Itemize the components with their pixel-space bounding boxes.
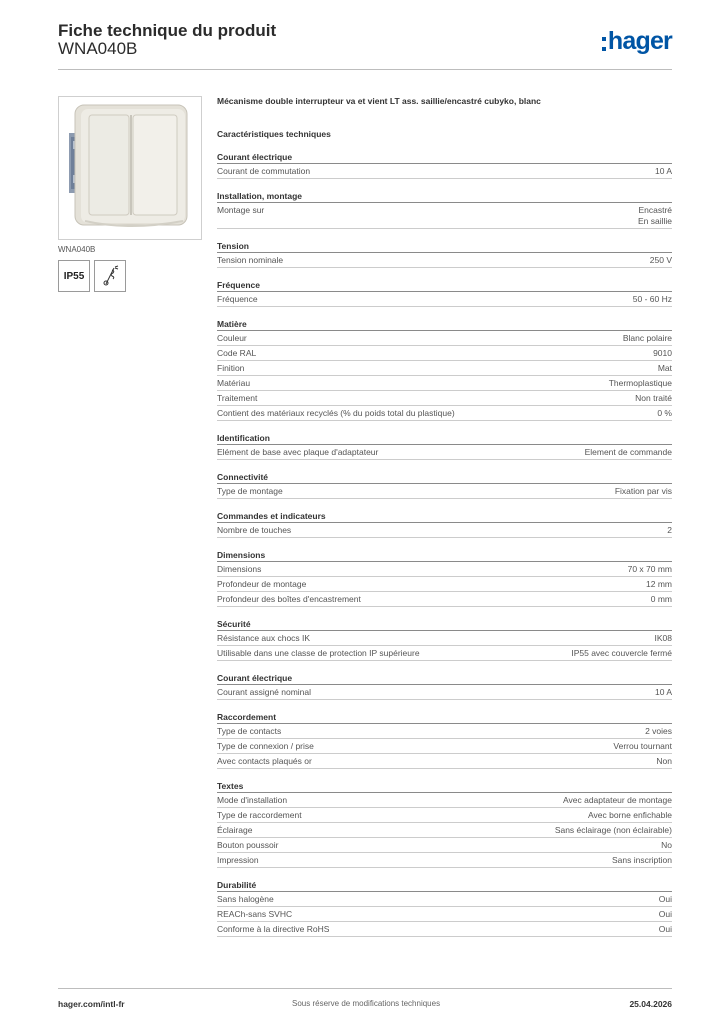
spec-label: Nombre de touches bbox=[217, 525, 292, 535]
spec-row bbox=[217, 203, 672, 229]
spec-value-line: Blanc polaire bbox=[622, 333, 672, 343]
spec-value-line: 10 A bbox=[654, 687, 672, 697]
spec-section bbox=[217, 878, 672, 937]
product-reference: WNA040B bbox=[58, 39, 138, 58]
spec-section bbox=[217, 189, 672, 229]
spec-label: Type de connexion / prise bbox=[217, 741, 314, 751]
spec-label: Couleur bbox=[217, 333, 247, 343]
spec-value-line: En saillie bbox=[637, 216, 672, 226]
product-description: Mécanisme double interrupteur va et vient LT ass. saillie/encastré cubyko, blanc bbox=[217, 96, 541, 106]
spec-row bbox=[217, 646, 672, 661]
spec-label: Bouton poussoir bbox=[217, 840, 279, 850]
spec-value-line: IP55 avec couvercle fermé bbox=[571, 648, 672, 658]
spec-section bbox=[217, 779, 672, 868]
spec-row bbox=[217, 754, 672, 769]
spec-row bbox=[217, 907, 672, 922]
section-title: Matière bbox=[217, 317, 672, 331]
spec-value-line: Thermoplastique bbox=[608, 378, 672, 388]
spec-value bbox=[645, 726, 672, 737]
spec-value-line: 250 V bbox=[649, 255, 672, 265]
spec-row bbox=[217, 685, 672, 700]
spec-row bbox=[217, 724, 672, 739]
spec-label: Profondeur des boîtes d'encastrement bbox=[217, 594, 361, 604]
spec-section bbox=[217, 278, 672, 307]
spec-label: Éclairage bbox=[217, 825, 253, 835]
spec-label: Type de montage bbox=[217, 486, 283, 496]
section-title: Tension bbox=[217, 239, 672, 253]
logo-text: hager bbox=[607, 27, 672, 55]
spec-value-line: Oui bbox=[658, 894, 672, 904]
spec-label: Elément de base avec plaque d'adaptateur bbox=[217, 447, 379, 457]
spec-value-line: Avec adaptateur de montage bbox=[562, 795, 672, 805]
spec-value bbox=[628, 564, 672, 575]
spec-label: Type de contacts bbox=[217, 726, 282, 736]
spec-value-line: 9010 bbox=[653, 348, 672, 358]
spec-row bbox=[217, 292, 672, 307]
spec-sections bbox=[217, 150, 672, 937]
spec-value-line: Avec borne enfichable bbox=[588, 810, 672, 820]
section-title: Fréquence bbox=[217, 278, 672, 292]
screw-terminal-badge bbox=[94, 260, 126, 292]
page-header bbox=[58, 20, 672, 70]
spec-value bbox=[571, 648, 672, 659]
spec-value-line: Sans éclairage (non éclairable) bbox=[554, 825, 672, 835]
spec-value-line: 12 mm bbox=[646, 579, 672, 589]
section-title: Textes bbox=[217, 779, 672, 793]
spec-row bbox=[217, 346, 672, 361]
spec-value-line: Element de commande bbox=[584, 447, 672, 457]
spec-value-line: 0 % bbox=[657, 408, 672, 418]
spec-row bbox=[217, 739, 672, 754]
spec-section bbox=[217, 671, 672, 700]
spec-label: Mode d'installation bbox=[217, 795, 288, 805]
specification-content bbox=[217, 96, 672, 947]
spec-value bbox=[655, 687, 672, 698]
spec-row bbox=[217, 445, 672, 460]
spec-value bbox=[659, 909, 672, 920]
spec-label: Finition bbox=[217, 363, 245, 373]
spec-section bbox=[217, 470, 672, 499]
spec-label: Fréquence bbox=[217, 294, 258, 304]
spec-value bbox=[638, 205, 672, 227]
spec-row bbox=[217, 253, 672, 268]
spec-value-line: 70 x 70 mm bbox=[627, 564, 672, 574]
spec-value bbox=[653, 348, 672, 359]
badge-group bbox=[58, 260, 126, 292]
spec-label: Dimensions bbox=[217, 564, 262, 574]
spec-label: Sans halogène bbox=[217, 894, 274, 904]
spec-value bbox=[555, 825, 672, 836]
spec-row bbox=[217, 892, 672, 907]
spec-label: Code RAL bbox=[217, 348, 257, 358]
spec-label: Matériau bbox=[217, 378, 251, 388]
spec-row bbox=[217, 922, 672, 937]
spec-row bbox=[217, 484, 672, 499]
switch-illustration bbox=[59, 97, 201, 239]
section-title: Connectivité bbox=[217, 470, 672, 484]
spec-value bbox=[613, 741, 672, 752]
spec-row bbox=[217, 391, 672, 406]
section-title: Identification bbox=[217, 431, 672, 445]
spec-value bbox=[609, 378, 672, 389]
spec-section bbox=[217, 617, 672, 661]
spec-value bbox=[615, 486, 672, 497]
page-footer bbox=[58, 988, 672, 1010]
spec-value-line: IK08 bbox=[654, 633, 672, 643]
section-title: Durabilité bbox=[217, 878, 672, 892]
spec-value bbox=[659, 894, 672, 905]
spec-label: Courant assigné nominal bbox=[217, 687, 312, 697]
product-image bbox=[58, 96, 202, 240]
screw-connection-icon bbox=[98, 264, 122, 288]
spec-label: Impression bbox=[217, 855, 259, 865]
spec-value bbox=[657, 408, 672, 419]
spec-section bbox=[217, 710, 672, 769]
spec-value-line: Mat bbox=[657, 363, 672, 373]
spec-value bbox=[656, 756, 672, 767]
spec-value-line: Verrou tournant bbox=[613, 741, 672, 751]
spec-row bbox=[217, 406, 672, 421]
spec-label: Traitement bbox=[217, 393, 258, 403]
spec-value-line: No bbox=[661, 840, 672, 850]
section-title: Sécurité bbox=[217, 617, 672, 631]
spec-value-line: Fixation par vis bbox=[614, 486, 672, 496]
spec-value bbox=[655, 633, 673, 644]
spec-value bbox=[658, 363, 672, 374]
spec-value bbox=[646, 579, 672, 590]
image-caption: WNA040B bbox=[58, 245, 96, 254]
spec-row bbox=[217, 838, 672, 853]
spec-value-line: 10 A bbox=[654, 166, 672, 176]
spec-value-line: Non bbox=[656, 756, 672, 766]
spec-label: Type de raccordement bbox=[217, 810, 302, 820]
spec-value-line: Sans inscription bbox=[611, 855, 672, 865]
spec-section bbox=[217, 239, 672, 268]
ip-rating-text: IP55 bbox=[63, 270, 85, 282]
section-title: Commandes et indicateurs bbox=[217, 509, 672, 523]
spec-label: Profondeur de montage bbox=[217, 579, 307, 589]
characteristics-heading: Caractéristiques techniques bbox=[217, 129, 331, 139]
spec-row bbox=[217, 823, 672, 838]
spec-label: Résistance aux chocs IK bbox=[217, 633, 311, 643]
spec-value-line: 2 voies bbox=[645, 726, 672, 736]
spec-value-line: Encastré bbox=[638, 205, 672, 215]
spec-row bbox=[217, 793, 672, 808]
spec-label: Utilisable dans une classe de protection IP supérieure bbox=[217, 648, 420, 658]
spec-label: REACh-sans SVHC bbox=[217, 909, 293, 919]
spec-value bbox=[633, 294, 672, 305]
spec-label: Montage sur bbox=[217, 205, 265, 215]
spec-row bbox=[217, 164, 672, 179]
spec-label: Courant de commutation bbox=[217, 166, 311, 176]
section-title: Raccordement bbox=[217, 710, 672, 724]
spec-value bbox=[563, 795, 672, 806]
section-title: Courant électrique bbox=[217, 671, 672, 685]
spec-value bbox=[667, 525, 672, 536]
spec-value bbox=[612, 855, 672, 866]
spec-value-line: 50 - 60 Hz bbox=[632, 294, 672, 304]
spec-label: Avec contacts plaqués or bbox=[217, 756, 312, 766]
spec-section bbox=[217, 150, 672, 179]
spec-row bbox=[217, 562, 672, 577]
spec-value bbox=[585, 447, 672, 458]
hager-logo bbox=[602, 28, 672, 56]
spec-label: Tension nominale bbox=[217, 255, 284, 265]
spec-row bbox=[217, 376, 672, 391]
ip55-badge bbox=[58, 260, 90, 292]
spec-value bbox=[623, 333, 672, 344]
spec-value bbox=[651, 594, 672, 605]
spec-row bbox=[217, 331, 672, 346]
logo-dots-icon bbox=[602, 37, 606, 51]
footer-url[interactable]: hager.com/intl-fr bbox=[58, 999, 125, 1009]
footer-note: Sous réserve de modifications techniques bbox=[292, 999, 441, 1008]
spec-value bbox=[650, 255, 672, 266]
spec-row bbox=[217, 577, 672, 592]
footer-date: 25.04.2026 bbox=[629, 999, 672, 1009]
spec-value bbox=[659, 924, 672, 935]
spec-row bbox=[217, 592, 672, 607]
spec-value-line: 0 mm bbox=[650, 594, 672, 604]
spec-value-line: Oui bbox=[658, 909, 672, 919]
spec-section bbox=[217, 509, 672, 538]
section-title: Installation, montage bbox=[217, 189, 672, 203]
spec-row bbox=[217, 631, 672, 646]
spec-row bbox=[217, 523, 672, 538]
spec-section bbox=[217, 431, 672, 460]
spec-row bbox=[217, 361, 672, 376]
document-title: Fiche technique du produit bbox=[58, 21, 277, 40]
spec-value bbox=[661, 840, 672, 851]
spec-section bbox=[217, 317, 672, 421]
spec-label: Conforme à la directive RoHS bbox=[217, 924, 330, 934]
spec-row bbox=[217, 808, 672, 823]
section-title: Courant électrique bbox=[217, 150, 672, 164]
spec-row bbox=[217, 853, 672, 868]
section-title: Dimensions bbox=[217, 548, 672, 562]
spec-label: Contient des matériaux recyclés (% du poids total du plastique) bbox=[217, 408, 455, 418]
spec-value bbox=[588, 810, 672, 821]
spec-value-line: 2 bbox=[667, 525, 672, 535]
spec-value bbox=[655, 166, 672, 177]
spec-section bbox=[217, 548, 672, 607]
spec-value bbox=[635, 393, 672, 404]
spec-value-line: Non traité bbox=[635, 393, 672, 403]
spec-value-line: Oui bbox=[658, 924, 672, 934]
